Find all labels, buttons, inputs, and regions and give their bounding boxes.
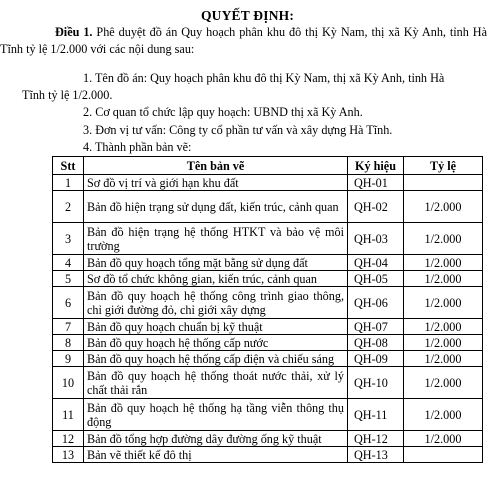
row-scale: 1/2.000 [404, 255, 483, 271]
row-code: QH-01 [348, 175, 404, 191]
row-code: QH-13 [348, 447, 404, 463]
row-name: Bản đồ hiện trạng sử dụng đất, kiến trúc, cảnh quan [84, 191, 348, 223]
table-row [53, 287, 483, 319]
row-name: Sơ đồ tổ chức không gian, kiến trúc, cảnh quan [84, 271, 348, 287]
row-code: QH-03 [348, 223, 404, 255]
row-scale: 1/2.000 [404, 271, 483, 287]
row-code: QH-05 [348, 271, 404, 287]
table-row [53, 399, 483, 431]
header-code: Ký hiệu [348, 157, 404, 175]
row-scale: 1/2.000 [404, 367, 483, 399]
row-code: QH-09 [348, 351, 404, 367]
table-row [53, 431, 483, 447]
table-header-row [53, 157, 483, 175]
row-code: QH-11 [348, 399, 404, 431]
row-scale [404, 175, 483, 191]
item-1-line1: 1. Tên đồ án: Quy hoạch phân khu đô thị Kỳ Nam, thị xã Kỳ Anh, tỉnh Hà [83, 71, 445, 85]
row-name: Bản đồ quy hoạch hệ thống cấp điện và chiếu sáng [84, 351, 348, 367]
row-name: Bản đồ quy hoạch hệ thống hạ tầng viễn thông thụ động [84, 399, 348, 431]
row-name: Sơ đồ vị trí và giới hạn khu đất [84, 175, 348, 191]
row-scale: 1/2.000 [404, 319, 483, 335]
table-row [53, 191, 483, 223]
document-title: QUYẾT ĐỊNH: [200, 8, 295, 23]
row-scale: 1/2.000 [404, 351, 483, 367]
item-4: 4. Thành phần bản vẽ: [83, 140, 192, 154]
row-stt: 3 [53, 223, 84, 255]
row-name: Bản đồ quy hoạch hệ thống cấp nước [84, 335, 348, 351]
table-row [53, 367, 483, 399]
row-stt: 1 [53, 175, 84, 191]
row-code: QH-08 [348, 335, 404, 351]
header-scale: Tỷ lệ [404, 157, 483, 175]
row-code: QH-12 [348, 431, 404, 447]
item-2: 2. Cơ quan tổ chức lập quy hoạch: UBND thị xã Kỳ Anh. [83, 105, 363, 119]
row-code: QH-04 [348, 255, 404, 271]
table-row [53, 255, 483, 271]
row-scale: 1/2.000 [404, 287, 483, 319]
item-3: 3. Đơn vị tư vấn: Công ty cổ phần tư vấn và xây dựng Hà Tĩnh. [83, 123, 393, 137]
row-code: QH-06 [348, 287, 404, 319]
row-code: QH-02 [348, 191, 404, 223]
row-scale: 1/2.000 [404, 399, 483, 431]
row-name: Bản đồ tổng hợp đường dây đường ống kỹ thuật [84, 431, 348, 447]
row-code: QH-07 [348, 319, 404, 335]
row-stt: 6 [53, 287, 84, 319]
row-stt: 2 [53, 191, 84, 223]
table-row [53, 271, 483, 287]
row-stt: 8 [53, 335, 84, 351]
item-1-line2: Tĩnh tỷ lệ 1/2.000. [22, 88, 113, 102]
row-stt: 4 [53, 255, 84, 271]
header-name: Tên bản vẽ [84, 157, 348, 175]
table-row [53, 223, 483, 255]
table-row [53, 335, 483, 351]
table-row [53, 351, 483, 367]
row-stt: 9 [53, 351, 84, 367]
table-row [53, 175, 483, 191]
row-scale: 1/2.000 [404, 335, 483, 351]
row-stt: 5 [53, 271, 84, 287]
row-stt: 7 [53, 319, 84, 335]
header-stt: Stt [53, 157, 84, 175]
table-row [53, 319, 483, 335]
row-name: Bản đồ quy hoạch chuẩn bị kỹ thuật [84, 319, 348, 335]
row-stt: 12 [53, 431, 84, 447]
row-name: Bản đồ quy hoạch hệ thống thoát nước thải, xử lý chất thải rắn [84, 367, 348, 399]
row-name: Bản đồ hiện trạng hệ thống HTKT và bảo vệ môi trường [84, 223, 348, 255]
row-stt: 11 [53, 399, 84, 431]
row-stt: 13 [53, 447, 84, 463]
drawings-table [52, 156, 483, 463]
row-scale: 1/2.000 [404, 223, 483, 255]
table-row [53, 447, 483, 463]
article-label: Điều 1. [55, 25, 93, 39]
article-1-paragraph [0, 24, 487, 58]
row-scale [404, 447, 483, 463]
row-scale: 1/2.000 [404, 431, 483, 447]
article-text: Phê duyệt đồ án Quy hoạch phân khu đô thị Kỳ Nam, thị xã Kỳ Anh, tỉnh Hà Tĩnh tỷ lệ 1/2.000 với các nội dung sau: [0, 25, 488, 56]
row-code: QH-10 [348, 367, 404, 399]
row-name: Bản vẽ thiết kế đô thị [84, 447, 348, 463]
row-name: Bản đồ quy hoạch tổng mặt bằng sử dụng đất [84, 255, 348, 271]
row-name: Bản đồ quy hoạch hệ thống công trình giao thông, chỉ giới đường đỏ, chỉ giới xây dựng [84, 287, 348, 319]
row-stt: 10 [53, 367, 84, 399]
row-scale: 1/2.000 [404, 191, 483, 223]
